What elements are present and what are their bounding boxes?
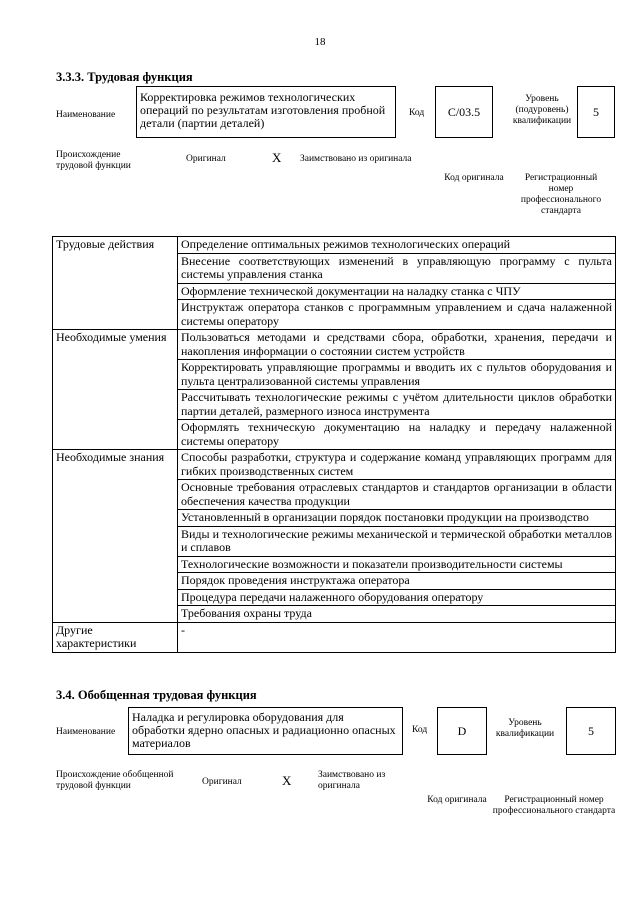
name-label-2: Наименование [56,727,116,737]
function-name-box [136,86,396,138]
qualification-level-label-2: Уровень квалификации [495,718,555,739]
name-label: Наименование [56,110,116,120]
row-text: Способы разработки, структура и содержание команд управляющих программ для гибких производственных систем [178,450,616,480]
original-code-label: Код оригинала [444,173,504,183]
row-group-label: Необходимые умения [53,330,178,450]
row-text: Технологические возможности и показатели производительности системы [178,556,616,573]
original-checkmark-2: X [282,773,292,788]
function-code-value: C/03.5 [447,105,481,119]
generalized-function-name-box [128,707,403,755]
section-heading-3-3-3: 3.3.3. Трудовая функция [56,70,193,84]
original-code-label-2: Код оригинала [427,795,487,805]
table-row [53,330,616,360]
section-heading-3-4: 3.4. Обобщенная трудовая функция [56,688,257,702]
table-row [53,450,616,480]
original-label-2: Оригинал [202,777,242,787]
row-text: Требования охраны труда [178,606,616,623]
row-text: Оформлять техническую документацию на наладку и передачу налаженной системы оператору [178,420,616,450]
original-checkmark: X [272,150,282,165]
origin-label-2: Происхождение обобщенной трудовой функции [56,770,174,791]
row-text: Корректировать управляющие программы и вводить их с пультов оборудования и пульта централизованной системы управления [178,360,616,390]
qualification-level-value-2: 5 [588,724,594,738]
row-group-label: Необходимые знания [53,450,178,623]
row-text: Порядок проведения инструктажа оператора [178,573,616,590]
origin-label: Происхождение трудовой функции [56,150,131,171]
borrowed-label-2: Заимствовано из оригинала [318,770,386,791]
generalized-function-name-value: Наладка и регулировка оборудования для обработки ядерно опасных и радиационно опасных материалов [132,710,396,750]
qualification-level-value: 5 [593,105,599,119]
registration-number-label: Регистрационный номер профессионального стандарта [520,173,602,216]
row-text: Внесение соответствующих изменений в управляющую программу с пульта системы управления станка [178,253,616,283]
row-text: Рассчитывать технологические режимы с учётом длительности циклов обработки партии деталей, размерного износа инструмента [178,390,616,420]
row-text: Установленный в организации порядок постановки продукции на производство [178,510,616,527]
function-name-value: Корректировка режимов технологических операций по результатам изготовления пробной детали (партии деталей) [140,90,386,130]
row-text: Оформление технической документации на наладку станка с ЧПУ [178,283,616,300]
row-text: Основные требования отраслевых стандартов и стандартов организации в области обеспечения качества продукции [178,480,616,510]
page-number: 18 [314,36,326,48]
row-group-label: Другие характеристики [53,622,178,652]
registration-number-label-2: Регистрационный номер профессионального стандарта [492,795,616,816]
row-text: Определение оптимальных режимов технологических операций [178,237,616,254]
row-text: - [178,622,616,652]
row-text: Виды и технологические режимы механической и термической обработки металлов и сплавов [178,526,616,556]
generalized-function-code-box [437,707,487,755]
original-label: Оригинал [186,154,226,164]
code-label-2: Код [412,725,428,735]
row-group-label: Трудовые действия [53,237,178,330]
row-text: Пользоваться методами и средствами сбора, обработки, хранения, передачи и накопления информации о состоянии систем устройств [178,330,616,360]
qualification-level-box-2 [566,707,616,755]
table-row [53,622,616,652]
row-text: Процедура передачи налаженного оборудования оператору [178,589,616,606]
borrowed-label: Заимствовано из оригинала [300,154,412,164]
labor-function-table [52,236,616,653]
function-code-box [435,86,493,138]
code-label: Код [409,108,425,118]
qualification-level-box [577,86,615,138]
qualification-level-label: Уровень (подуровень) квалификации [512,94,572,126]
table-row [53,237,616,254]
generalized-function-code-value: D [457,724,467,738]
row-text: Инструктаж оператора станков с программным управлением и сдача налаженной системы оператору [178,300,616,330]
